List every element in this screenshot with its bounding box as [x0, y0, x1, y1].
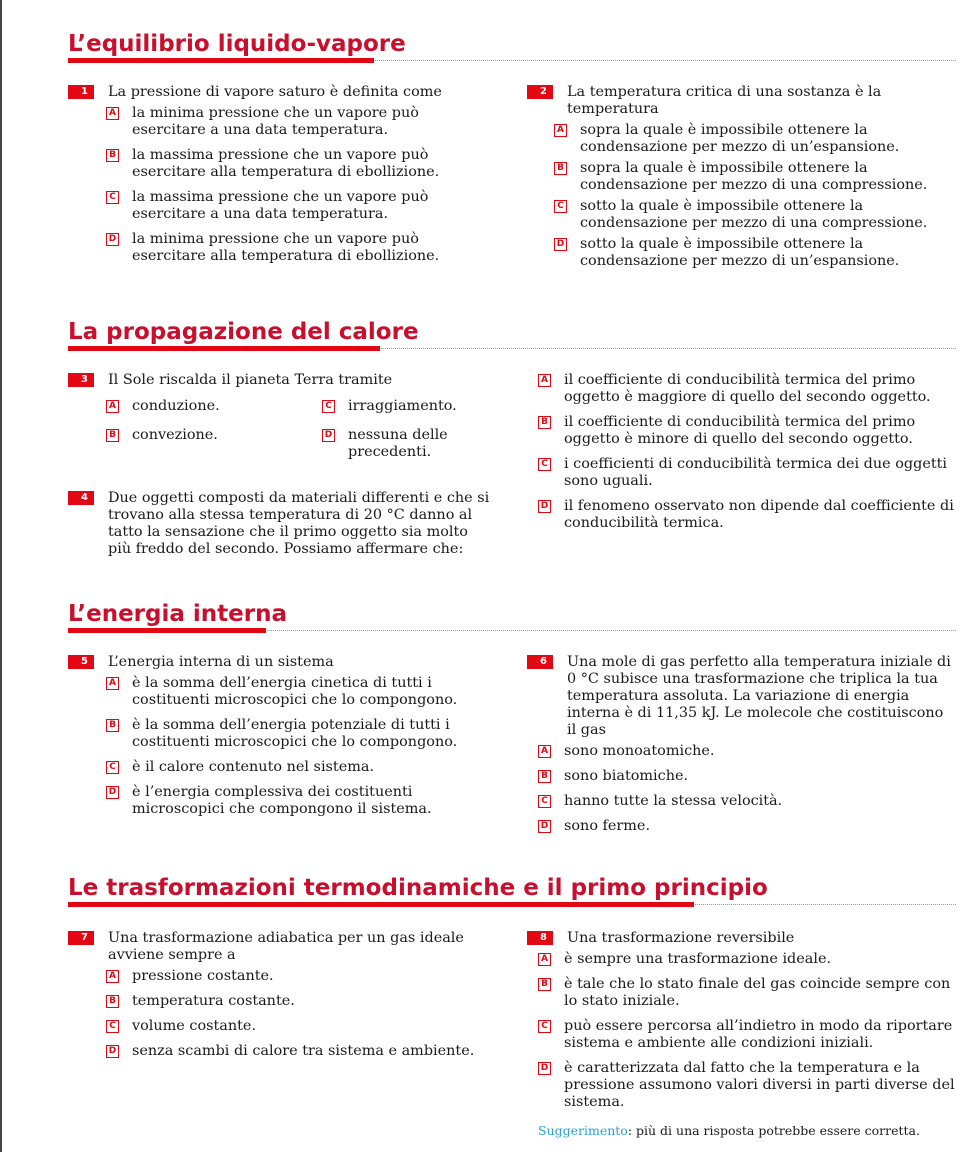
- question-3: [68, 372, 498, 389]
- answer-option[interactable]: C irraggiamento.: [322, 398, 494, 415]
- section-underline: [68, 628, 266, 633]
- question-number: 8: [527, 931, 553, 945]
- section-underline: [68, 346, 380, 351]
- option-letter-d: D: [538, 820, 551, 833]
- option-letter-b: B: [106, 995, 119, 1008]
- option-letter-c: C: [106, 761, 119, 774]
- answer-option[interactable]: D la minima pressione che un vapore può esercitare alla temperatura di ebollizione.: [106, 231, 493, 265]
- question-stem: Una mole di gas perfetto alla temperatura iniziale di 0 °C subisce una trasformazione che triplica la tua temperatura assoluta. La variazione di energia interna è di 11,35 kJ. Le molecole che costituiscono il gas: [567, 654, 951, 738]
- question-number: 6: [527, 655, 553, 669]
- answer-option[interactable]: C sotto la quale è impossibile ottenere la condensazione per mezzo di una compressione.: [554, 198, 957, 232]
- question-7: [68, 930, 493, 1060]
- hint-note: [538, 1122, 920, 1139]
- answer-option[interactable]: C hanno tutte la stessa velocità.: [538, 793, 957, 810]
- question-3-options-right: [322, 398, 494, 461]
- option-letter-b: B: [538, 978, 551, 991]
- answer-option[interactable]: B il coefficiente di conducibilità termica del primo oggetto è minore di quello del secondo oggetto.: [538, 414, 958, 448]
- option-letter-d: D: [322, 429, 335, 442]
- answer-option[interactable]: D il fenomeno osservato non dipende dal coefficiente di conducibilità termica.: [538, 498, 958, 532]
- option-letter-d: D: [538, 1062, 551, 1075]
- answer-option[interactable]: A conduzione.: [106, 398, 316, 415]
- section-title-propagazione: La propagazione del calore: [68, 319, 419, 345]
- answer-option[interactable]: C i coefficienti di conducibilità termica dei due oggetti sono uguali.: [538, 456, 958, 490]
- option-letter-d: D: [106, 233, 119, 246]
- question-6: [527, 654, 957, 835]
- answer-option[interactable]: D nessuna delle precedenti.: [322, 427, 494, 461]
- option-letter-b: B: [538, 770, 551, 783]
- section-underline: [68, 58, 374, 63]
- answer-option[interactable]: C la massima pressione che un vapore può esercitare a una data temperatura.: [106, 189, 493, 223]
- question-number: 1: [68, 85, 94, 99]
- question-8: [527, 930, 957, 1111]
- option-letter-a: A: [538, 374, 551, 387]
- question-stem: Una trasformazione adiabatica per un gas ideale avviene sempre a: [108, 930, 464, 963]
- answer-option[interactable]: C può essere percorsa all’indietro in modo da riportare sistema e ambiente alle condizioni iniziali.: [538, 1018, 957, 1052]
- option-letter-c: C: [322, 400, 335, 413]
- option-letter-a: A: [554, 124, 567, 137]
- answer-option[interactable]: B sono biatomiche.: [538, 768, 957, 785]
- question-4-options: [538, 372, 958, 532]
- option-letter-a: A: [106, 107, 119, 120]
- option-letter-a: A: [106, 677, 119, 690]
- section-title-equilibrio: L’equilibrio liquido-vapore: [68, 31, 406, 57]
- option-letter-b: B: [106, 149, 119, 162]
- question-2: [527, 84, 957, 270]
- option-letter-c: C: [106, 191, 119, 204]
- answer-option[interactable]: A sono monoatomiche.: [538, 743, 957, 760]
- option-letter-c: C: [554, 200, 567, 213]
- option-letter-d: D: [554, 238, 567, 251]
- answer-option[interactable]: B sopra la quale è impossibile ottenere la condensazione per mezzo di una compressione.: [554, 160, 957, 194]
- question-3-options-left: [106, 398, 316, 444]
- answer-option[interactable]: B temperatura costante.: [106, 993, 493, 1010]
- hint-text: : più di una risposta potrebbe essere corretta.: [627, 1123, 920, 1138]
- option-letter-d: D: [106, 1045, 119, 1058]
- section-title-trasformazioni: Le trasformazioni termodinamiche e il primo principio: [68, 875, 768, 901]
- question-number: 4: [68, 491, 94, 505]
- question-1: [68, 84, 493, 265]
- question-stem: Due oggetti composti da materiali differenti e che si trovano alla stessa temperatura di 20 °C danno al tatto la sensazione che il primo oggetto sia molto più freddo del secondo. Possiamo affermare che:: [108, 490, 490, 557]
- answer-option[interactable]: A pressione costante.: [106, 968, 493, 985]
- section-underline: [68, 902, 694, 907]
- option-letter-d: D: [106, 786, 119, 799]
- question-stem: Il Sole riscalda il pianeta Terra tramite: [108, 372, 393, 388]
- question-stem: L’energia interna di un sistema: [108, 654, 334, 670]
- option-letter-a: A: [106, 970, 119, 983]
- answer-option[interactable]: B è la somma dell’energia potenziale di tutti i costituenti microscopici che lo compongono.: [106, 717, 493, 751]
- answer-option[interactable]: D sono ferme.: [538, 818, 957, 835]
- section-title-energia: L’energia interna: [68, 601, 287, 627]
- option-letter-a: A: [538, 953, 551, 966]
- option-letter-b: B: [554, 162, 567, 175]
- answer-option[interactable]: B la massima pressione che un vapore può esercitare alla temperatura di ebollizione.: [106, 147, 493, 181]
- option-letter-a: A: [106, 400, 119, 413]
- answer-option[interactable]: A sopra la quale è impossibile ottenere la condensazione per mezzo di un’espansione.: [554, 122, 957, 156]
- question-stem: La pressione di vapore saturo è definita come: [108, 84, 442, 100]
- hint-label: Suggerimento: [538, 1123, 628, 1138]
- option-letter-d: D: [538, 500, 551, 513]
- question-number: 5: [68, 655, 94, 669]
- option-letter-c: C: [106, 1020, 119, 1033]
- page-left-border: [0, 0, 2, 1152]
- question-number: 7: [68, 931, 94, 945]
- answer-option[interactable]: A è la somma dell’energia cinetica di tutti i costituenti microscopici che lo compongono.: [106, 675, 493, 709]
- answer-option[interactable]: D è l’energia complessiva dei costituenti microscopici che compongono il sistema.: [106, 784, 493, 818]
- answer-option[interactable]: A è sempre una trasformazione ideale.: [538, 951, 957, 968]
- question-4: [68, 490, 493, 558]
- option-letter-c: C: [538, 1020, 551, 1033]
- option-letter-b: B: [538, 416, 551, 429]
- answer-option[interactable]: B convezione.: [106, 427, 316, 444]
- answer-option[interactable]: A la minima pressione che un vapore può esercitare a una data temperatura.: [106, 105, 493, 139]
- question-stem: Una trasformazione reversibile: [567, 930, 795, 946]
- option-letter-c: C: [538, 795, 551, 808]
- option-letter-b: B: [106, 719, 119, 732]
- option-letter-b: B: [106, 429, 119, 442]
- answer-option[interactable]: C è il calore contenuto nel sistema.: [106, 759, 493, 776]
- answer-option[interactable]: D senza scambi di calore tra sistema e ambiente.: [106, 1043, 493, 1060]
- question-5: [68, 654, 493, 818]
- question-number: 2: [527, 85, 553, 99]
- option-letter-a: A: [538, 745, 551, 758]
- answer-option[interactable]: D è caratterizzata dal fatto che la temperatura e la pressione assumono valori diversi in parti diverse del sistema.: [538, 1060, 957, 1111]
- answer-option[interactable]: B è tale che lo stato finale del gas coincide sempre con lo stato iniziale.: [538, 976, 957, 1010]
- answer-option[interactable]: D sotto la quale è impossibile ottenere la condensazione per mezzo di un’espansione.: [554, 236, 957, 270]
- question-number: 3: [68, 373, 94, 387]
- question-stem: La temperatura critica di una sostanza è la temperatura: [567, 84, 882, 117]
- answer-option[interactable]: A il coefficiente di conducibilità termica del primo oggetto è maggiore di quello del secondo oggetto.: [538, 372, 958, 406]
- option-letter-c: C: [538, 458, 551, 471]
- answer-option[interactable]: C volume costante.: [106, 1018, 493, 1035]
